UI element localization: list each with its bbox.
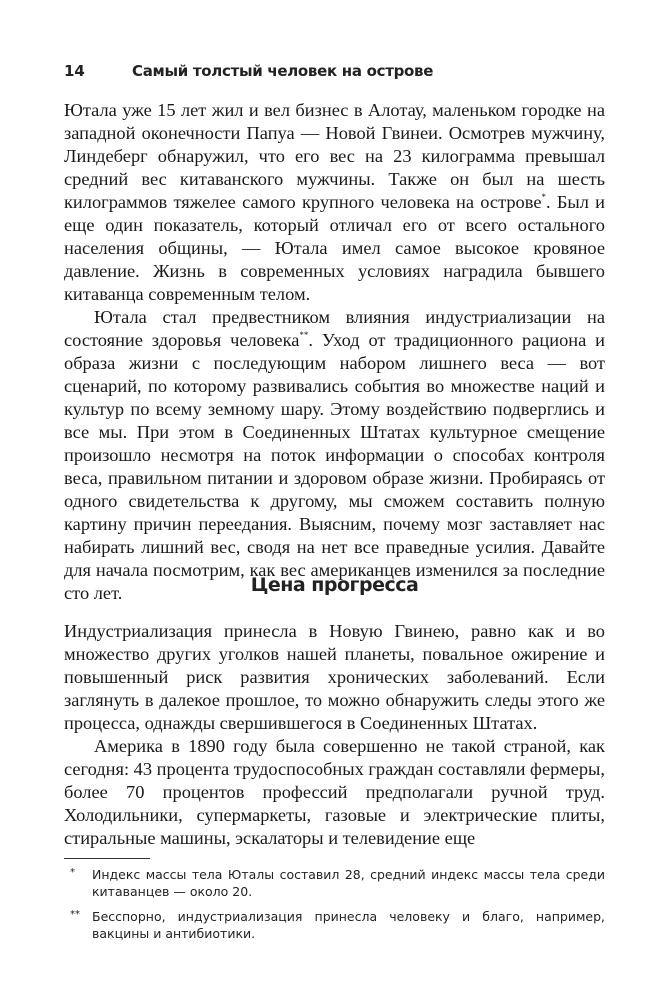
paragraph: Америка в 1890 году была совершенно не такой страной, как сегодня: 43 процента трудоспособных граждан составляли фермеры, более 70 процентов профессий предполагали ручной труд. Холодильники, супермаркеты, газовые и электрические плиты, стиральные машины, эскалаторы и телевидение еще: [64, 736, 605, 848]
paragraph: Ютала стал предвестником влияния индустриализации на состояние здоровья человека**. Уход от традиционного рациона и образа жизни с последующим набором лишнего веса — вот сценарий, по которому развивались события во множестве наций и культур по всему земному шару. Этому воздействию подверглись и все мы. При этом в Соединенных Штатах культурное смещение произошло несмотря на поток информации о способах контроля веса, правильном питании и здоровом образе жизни. Пробираясь от одного свидетельства к другому, мы сможем составить полную картину причин переедания. Выясним, почему мозг заставляет нас набирать лишний вес, сводя на нет все праведные усилия. Давайте для начала посмотрим, как вес американцев изменился за последние сто лет.: [64, 307, 605, 603]
footnote-mark: *: [70, 867, 75, 878]
footnote: [64, 908, 605, 942]
running-title: Самый толстый человек на острове: [132, 62, 434, 80]
paragraph: Индустриализация принесла в Новую Гвинею, равно как и во множество других уголков нашей планеты, повальное ожирение и повышенный риск развития хронических заболеваний. Если заглянуть в далекое прошлое, то можно обнаружить следы этого же процесса, однажды свершившегося в Соединенных Штатах.: [64, 621, 605, 733]
section-heading: Цена прогресса: [250, 574, 419, 596]
footnotes: [64, 866, 605, 950]
paragraph: Ютала уже 15 лет жил и вел бизнес в Алотау, маленьком городке на западной оконечности Папуа — Новой Гвинеи. Осмотрев мужчину, Линдеберг обнаружил, что его вес на 23 килограмма превышал средний вес китаванского мужчины. Также он был на шесть килограммов тяжелее самого крупного человека на острове*. Был и еще один показатель, который отличал его от всего остального населения общины, — Ютала имел самое высокое кровяное давление. Жизнь в современных условиях наградила бывшего китаванца современным телом.: [64, 100, 605, 304]
page-number: 14: [64, 62, 85, 80]
footnote: [64, 866, 605, 900]
footnote-text: Индекс массы тела Юталы составил 28, средний индекс массы тела среди китаванцев — около 20.: [92, 867, 605, 899]
body-text-top: [64, 99, 605, 605]
running-header: [64, 62, 605, 84]
footnote-ref[interactable]: *: [541, 192, 546, 202]
footnote-ref[interactable]: **: [299, 330, 309, 340]
footnote-mark: **: [70, 909, 80, 920]
footnote-text: Бесспорно, индустриализация принесла человеку и благо, например, вакцины и антибиотики.: [92, 909, 605, 941]
footnote-divider: [64, 858, 150, 859]
body-text-bottom: [64, 620, 605, 850]
